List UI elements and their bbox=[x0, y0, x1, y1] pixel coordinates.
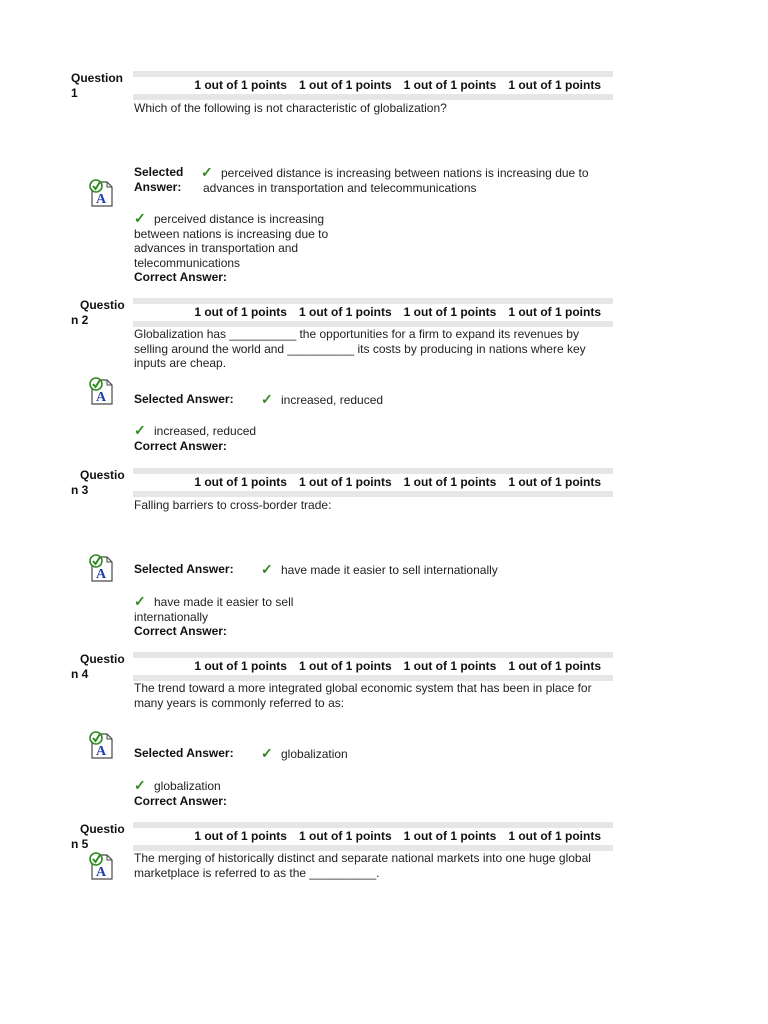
points-label: 1 out of 1 points bbox=[403, 829, 497, 843]
correct-answer: have made it easier to sell internationally bbox=[134, 595, 294, 624]
answer-check-icon bbox=[88, 851, 114, 881]
points-label: 1 out of 1 points bbox=[194, 78, 287, 92]
points-bar bbox=[133, 468, 613, 497]
selected-answer: ✓ globalization bbox=[261, 745, 348, 761]
points-label: 1 out of 1 points bbox=[403, 475, 497, 489]
correct-answer-block bbox=[134, 423, 344, 453]
points-label: 1 out of 1 points bbox=[298, 78, 392, 92]
points-label: 1 out of 1 points bbox=[298, 829, 392, 843]
check-icon: ✓ bbox=[261, 391, 273, 407]
correct-answer: perceived distance is increasing between nations is increasing due to advances in transportation and telecommunications bbox=[134, 212, 329, 270]
question-label: Questio n 2 bbox=[71, 298, 125, 327]
question-label: Questio n 4 bbox=[71, 652, 125, 681]
points-label: 1 out of 1 points bbox=[508, 659, 601, 673]
check-icon: ✓ bbox=[261, 745, 273, 761]
question-text: Which of the following is not characteristic of globalization? bbox=[134, 101, 447, 115]
selected-answer: ✓ increased, reduced bbox=[261, 391, 384, 407]
selected-answer-label: Selected Answer: bbox=[134, 392, 234, 406]
question-text: Globalization has __________ the opportunities for a firm to expand its revenues by selling around the world and __________ its costs by producing in nations where key inputs are cheap. bbox=[134, 327, 586, 370]
correct-answer-label: Correct Answer: bbox=[134, 270, 227, 284]
selected-answer: ✓ have made it easier to sell internationally bbox=[261, 561, 498, 577]
correct-answer-label: Correct Answer: bbox=[134, 793, 227, 808]
answer-check-icon bbox=[88, 553, 114, 583]
points-label: 1 out of 1 points bbox=[508, 475, 601, 489]
points-label: 1 out of 1 points bbox=[508, 78, 601, 92]
selected-answer-label: Selected Answer: bbox=[134, 165, 184, 194]
correct-answer-block bbox=[134, 594, 314, 639]
svg-text:A: A bbox=[95, 567, 107, 582]
check-icon: ✓ bbox=[134, 210, 146, 226]
question-text: The merging of historically distinct and separate national markets into one huge global marketplace is referred to as the __________. bbox=[134, 851, 591, 880]
correct-answer-label: Correct Answer: bbox=[134, 624, 227, 638]
points-label: 1 out of 1 points bbox=[298, 305, 392, 319]
correct-answer-block bbox=[134, 211, 344, 285]
svg-text:A: A bbox=[95, 865, 107, 880]
points-bar bbox=[133, 71, 613, 100]
question-label: Question 1 bbox=[71, 71, 124, 100]
points-label: 1 out of 1 points bbox=[194, 659, 287, 673]
correct-answer: increased, reduced bbox=[154, 424, 257, 438]
points-label: 1 out of 1 points bbox=[508, 305, 601, 319]
points-label: 1 out of 1 points bbox=[298, 475, 392, 489]
selected-answer: ✓ perceived distance is increasing between nations is increasing due to advances in transportation and telecommunications bbox=[201, 164, 589, 195]
points-label: 1 out of 1 points bbox=[403, 78, 497, 92]
check-icon: ✓ bbox=[201, 164, 213, 180]
points-label: 1 out of 1 points bbox=[298, 659, 392, 673]
answer-check-icon bbox=[88, 376, 114, 406]
svg-text:A: A bbox=[95, 744, 107, 759]
correct-answer-block bbox=[134, 778, 344, 808]
answer-check-icon bbox=[88, 178, 114, 208]
points-label: 1 out of 1 points bbox=[194, 475, 287, 489]
selected-answer-label: Selected Answer: bbox=[134, 562, 234, 576]
correct-answer: globalization bbox=[154, 779, 221, 793]
question-label: Questio n 5 bbox=[71, 822, 125, 851]
points-label: 1 out of 1 points bbox=[194, 829, 287, 843]
correct-answer-label: Correct Answer: bbox=[134, 438, 227, 453]
check-icon: ✓ bbox=[134, 593, 146, 609]
points-label: 1 out of 1 points bbox=[403, 659, 497, 673]
svg-text:A: A bbox=[95, 390, 107, 405]
check-icon: ✓ bbox=[134, 777, 146, 793]
points-label: 1 out of 1 points bbox=[508, 829, 601, 843]
points-bar bbox=[133, 652, 613, 681]
check-icon: ✓ bbox=[134, 422, 146, 438]
question-text: Falling barriers to cross-border trade: bbox=[134, 498, 332, 512]
answer-check-icon bbox=[88, 730, 114, 760]
points-label: 1 out of 1 points bbox=[403, 305, 497, 319]
points-bar bbox=[133, 822, 613, 851]
check-icon: ✓ bbox=[261, 561, 273, 577]
points-label: 1 out of 1 points bbox=[194, 305, 287, 319]
question-label: Questio n 3 bbox=[71, 468, 125, 497]
points-bar bbox=[133, 298, 613, 327]
question-text: The trend toward a more integrated global economic system that has been in place for many years is commonly referred to as: bbox=[134, 681, 592, 710]
svg-text:A: A bbox=[95, 192, 107, 207]
selected-answer-label: Selected Answer: bbox=[134, 746, 234, 760]
